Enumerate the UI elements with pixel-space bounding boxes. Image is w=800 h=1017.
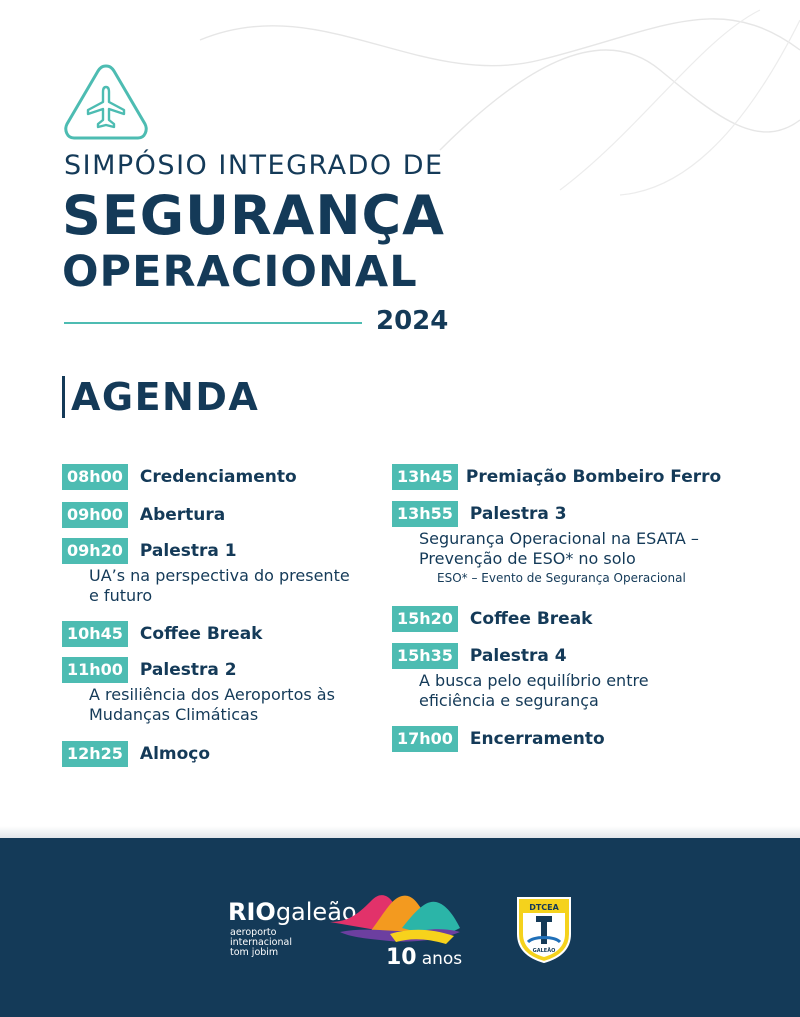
airplane-icon: [62, 62, 150, 142]
item-label: Palestra 4: [469, 646, 567, 666]
title-divider: [64, 322, 362, 324]
agenda-item: [62, 741, 210, 767]
riogaleao-subtitle: aeroporto internacional tom jobim: [230, 927, 292, 958]
title-line-1: SIMPÓSIO INTEGRADO DE: [64, 150, 444, 181]
item-label: Credenciamento: [139, 467, 297, 487]
item-description-line-1: A busca pelo equilíbrio entre: [419, 671, 649, 690]
item-description-line-1: A resiliência dos Aeroportos às: [89, 685, 335, 704]
agenda-item: [62, 538, 350, 606]
agenda-item: [392, 464, 721, 490]
item-description-line-2: e futuro: [89, 586, 153, 605]
riogaleao-wordmark: RIOgaleão: [228, 898, 357, 926]
time-badge: 11h00: [62, 657, 128, 683]
item-description-line-2: eficiência e segurança: [419, 691, 599, 710]
time-badge: 15h35: [392, 643, 458, 669]
dtcea-label: DTCEA: [529, 903, 559, 912]
footer-shadow: [0, 826, 800, 838]
time-badge: 10h45: [62, 621, 128, 647]
item-footnote: ESO* – Evento de Segurança Operacional: [437, 571, 686, 585]
item-label: Coffee Break: [469, 609, 593, 629]
item-label: Palestra 1: [139, 541, 237, 561]
time-badge: 13h45: [392, 464, 458, 490]
item-label: Coffee Break: [139, 624, 263, 644]
agenda-item: [62, 464, 297, 490]
item-label: Encerramento: [469, 729, 605, 749]
agenda-item: [392, 606, 592, 632]
time-badge: 09h00: [62, 502, 128, 528]
item-description-line-2: Mudanças Climáticas: [89, 705, 259, 724]
agenda-item: [62, 657, 335, 725]
item-label: Almoço: [139, 744, 211, 764]
title-line-2: SEGURANÇA: [62, 184, 445, 247]
time-badge: 15h20: [392, 606, 458, 632]
agenda-item: [392, 501, 699, 585]
time-badge: 13h55: [392, 501, 458, 527]
agenda-item: [392, 643, 649, 711]
time-badge: 08h00: [62, 464, 128, 490]
item-description-line-1: UA’s na perspectiva do presente: [89, 566, 350, 585]
item-label: Palestra 3: [469, 504, 567, 524]
agenda-heading: AGENDA: [62, 376, 259, 418]
anniversary-label: 10 anos: [386, 945, 463, 970]
item-description-line-2: Prevenção de ESO* no solo: [419, 549, 636, 568]
time-badge: 12h25: [62, 741, 128, 767]
agenda-item: [392, 726, 605, 752]
agenda-item: [62, 502, 225, 528]
riogaleao-logo: [228, 898, 468, 972]
item-label: Premiação Bombeiro Ferro: [465, 467, 722, 487]
title-year: 2024: [376, 306, 449, 336]
title-line-3: OPERACIONAL: [62, 247, 418, 297]
time-badge: 17h00: [392, 726, 458, 752]
item-label: Palestra 2: [139, 660, 237, 680]
agenda-item: [62, 621, 262, 647]
time-badge: 09h20: [62, 538, 128, 564]
item-label: Abertura: [139, 505, 226, 525]
dtcea-subtitle: GALEÃO: [532, 948, 556, 954]
dtcea-emblem: [514, 894, 574, 964]
item-description-line-1: Segurança Operacional na ESATA –: [419, 529, 699, 548]
